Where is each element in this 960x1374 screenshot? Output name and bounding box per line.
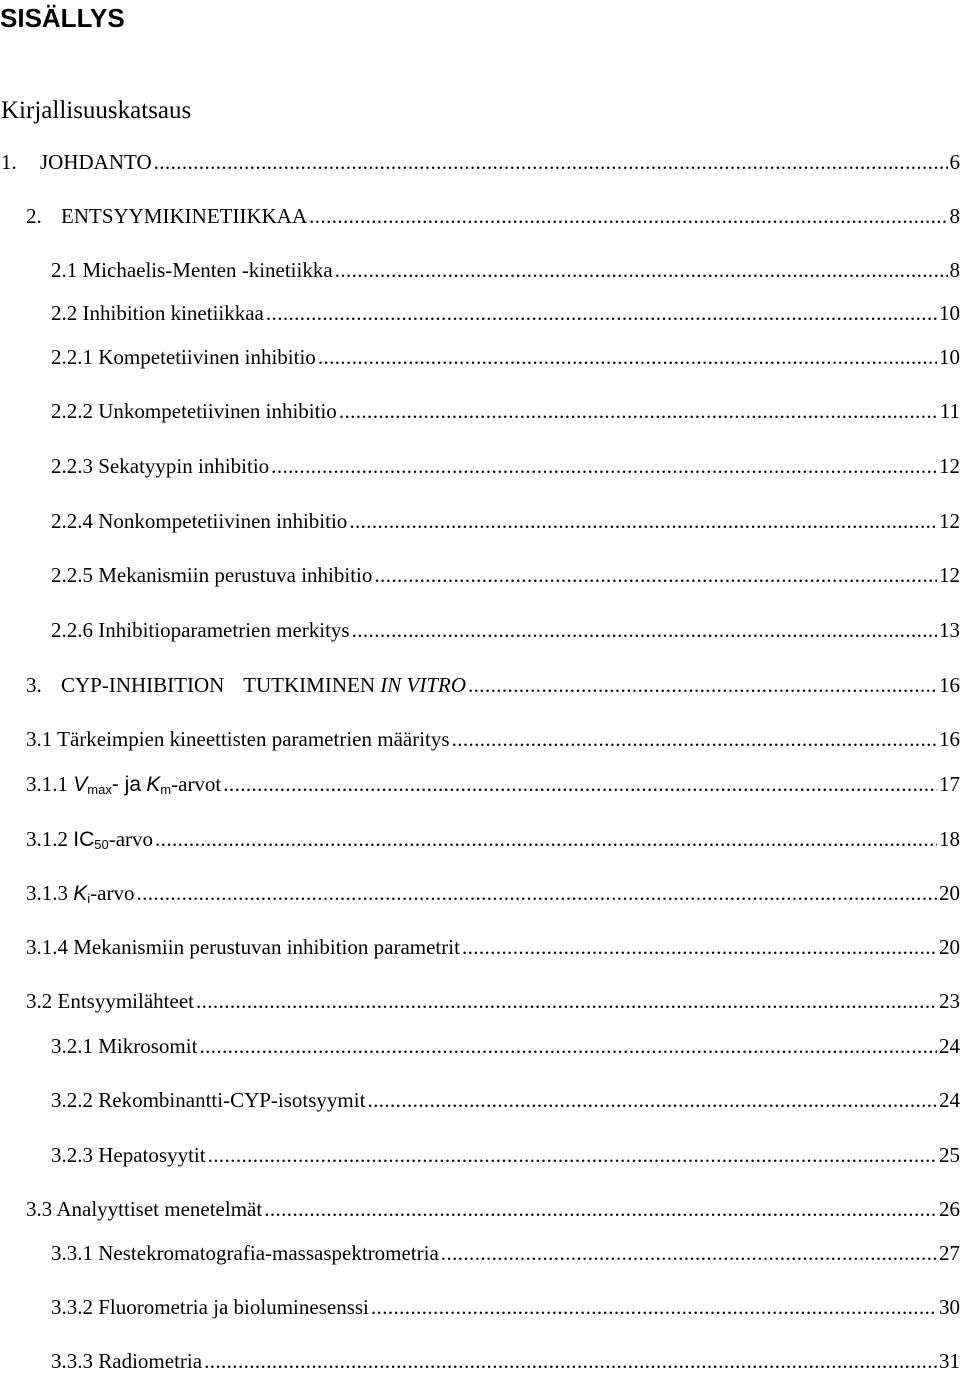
toc-entry-page: 31	[939, 1348, 960, 1374]
toc-leader-dots	[266, 300, 937, 326]
toc-entry-label: 3.2 Entsyymilähteet	[26, 988, 194, 1014]
toc-entry[interactable]	[26, 1196, 960, 1222]
toc-entry[interactable]	[51, 1142, 960, 1168]
toc-entry[interactable]	[51, 1348, 960, 1374]
toc-leader-dots	[374, 562, 937, 588]
toc-entry-suffix: -arvo	[109, 827, 153, 851]
toc-entry-label-text: 3. CYP-INHIBITION TUTKIMINEN	[26, 673, 375, 697]
toc-leader-dots	[136, 880, 937, 906]
toc-entry-label: 1. JOHDANTO	[1, 149, 152, 175]
toc-entry-page: 12	[939, 508, 960, 534]
toc-leader-dots	[196, 988, 937, 1014]
toc-entry-page: 18	[939, 826, 960, 852]
toc-entry-label: 2.2.2 Unkompetetiivinen inhibitio	[51, 398, 337, 424]
toc-leader-dots	[462, 934, 937, 960]
toc-entry-label: 2. ENTSYYMIKINETIIKKAA	[26, 203, 307, 229]
toc-leader-dots	[223, 771, 937, 797]
toc-entry-label: 3.3 Analyyttiset menetelmät	[26, 1196, 262, 1222]
toc-entry-page: 16	[939, 672, 960, 698]
toc-entry[interactable]	[1, 149, 960, 175]
toc-leader-dots	[271, 453, 937, 479]
km-symbol: K	[146, 773, 160, 796]
toc-entry-label: 3.3.3 Radiometria	[51, 1348, 202, 1374]
ic-symbol: IC	[73, 828, 94, 851]
toc-leader-dots	[318, 344, 937, 370]
toc-leader-dots	[154, 149, 948, 175]
section-heading: Kirjallisuuskatsaus	[1, 96, 191, 126]
toc-entry-page: 24	[939, 1087, 960, 1113]
toc-leader-dots	[339, 398, 938, 424]
toc-leader-dots	[452, 726, 937, 752]
ki-symbol: K	[73, 882, 87, 905]
ic-subscript: 50	[94, 837, 108, 852]
toc-entry-label: 3.2.2 Rekombinantti-CYP-isotsyymit	[51, 1087, 365, 1113]
toc-entry-suffix: -arvot	[171, 772, 221, 796]
toc-entry-label: 3.2.3 Hepatosyytit	[51, 1142, 206, 1168]
toc-entry-page: 20	[939, 934, 960, 960]
toc-entry-label: 2.2.5 Mekanismiin perustuva inhibitio	[51, 562, 372, 588]
toc-entry-page: 23	[939, 988, 960, 1014]
toc-entry[interactable]	[51, 1240, 960, 1266]
toc-entry[interactable]	[51, 508, 960, 534]
toc-entry-page: 16	[939, 726, 960, 752]
toc-entry-label: 2.2 Inhibition kinetiikkaa	[51, 300, 264, 326]
toc-entry-suffix: -arvo	[90, 881, 134, 905]
toc-leader-dots	[371, 1294, 937, 1320]
toc-entry[interactable]	[51, 398, 960, 424]
toc-entry[interactable]	[51, 453, 960, 479]
toc-entry[interactable]	[51, 257, 960, 283]
toc-leader-dots	[204, 1348, 937, 1374]
toc-entry-page: 8	[950, 203, 960, 229]
vmax-subscript: max	[87, 782, 112, 797]
toc-leader-dots	[468, 672, 937, 698]
toc-entry[interactable]	[26, 988, 960, 1014]
toc-entry[interactable]	[26, 203, 960, 229]
toc-leader-dots	[155, 826, 937, 852]
toc-entry[interactable]	[26, 771, 960, 803]
toc-entry[interactable]	[26, 672, 960, 698]
toc-entry[interactable]	[51, 344, 960, 370]
toc-entry-label: 3.1.4 Mekanismiin perustuvan inhibition parametrit	[26, 934, 460, 960]
toc-leader-dots	[335, 257, 948, 283]
toc-entry-label: 3.3.2 Fluorometria ja bioluminesenssi	[51, 1294, 369, 1320]
toc-entry-page: 25	[939, 1142, 960, 1168]
toc-entry-page: 13	[939, 617, 960, 643]
vmax-symbol: V	[73, 773, 87, 796]
toc-leader-dots	[441, 1240, 937, 1266]
toc-entry[interactable]	[51, 617, 960, 643]
toc-entry-label: 2.2.1 Kompetetiivinen inhibitio	[51, 344, 316, 370]
toc-entry[interactable]	[51, 1294, 960, 1320]
toc-entry-page: 24	[939, 1033, 960, 1059]
toc-leader-dots	[264, 1196, 937, 1222]
toc-entry-page: 26	[939, 1196, 960, 1222]
toc-entry-label: 2.2.6 Inhibitioparametrien merkitys	[51, 617, 350, 643]
toc-entry[interactable]	[26, 880, 960, 912]
toc-leader-dots	[349, 508, 937, 534]
toc-entry-page: 6	[950, 149, 960, 175]
toc-entry-label: 3.1 Tärkeimpien kineettisten parametrien määritys	[26, 726, 450, 752]
toc-entry[interactable]	[51, 1033, 960, 1059]
toc-entry-page: 12	[939, 453, 960, 479]
toc-entry[interactable]	[26, 826, 960, 858]
toc-entry[interactable]	[26, 934, 960, 960]
toc-entry-page: 10	[939, 300, 960, 326]
toc-entry-page: 27	[939, 1240, 960, 1266]
ki-subscript: i	[87, 891, 90, 906]
toc-entry-label	[26, 672, 466, 698]
toc-entry-label	[26, 826, 153, 858]
toc-entry[interactable]	[51, 562, 960, 588]
toc-entry-label: 2.2.4 Nonkompetetiivinen inhibitio	[51, 508, 347, 534]
toc-leader-dots	[352, 617, 937, 643]
toc-entry-page: 17	[939, 771, 960, 797]
km-subscript: m	[160, 782, 171, 797]
toc-entry-number: 3.1.3	[26, 881, 68, 905]
toc-entry-page: 10	[939, 344, 960, 370]
toc-entry-page: 20	[939, 880, 960, 906]
toc-entry-page: 30	[939, 1294, 960, 1320]
toc-entry-label-italic: IN VITRO	[380, 673, 466, 697]
page-title: SISÄLLYS	[0, 2, 125, 34]
toc-leader-dots	[199, 1033, 937, 1059]
toc-entry-label: 3.3.1 Nestekromatografia-massaspektrometria	[51, 1240, 439, 1266]
toc-leader-dots	[208, 1142, 937, 1168]
toc-entry-page: 8	[950, 257, 960, 283]
toc-entry[interactable]	[51, 300, 960, 326]
toc-entry[interactable]	[51, 1087, 960, 1113]
toc-entry-connector: - ja	[112, 773, 141, 796]
toc-entry-page: 11	[940, 398, 960, 424]
toc-entry-label: 3.2.1 Mikrosomit	[51, 1033, 197, 1059]
toc-entry-label	[26, 771, 221, 803]
toc-entry-page: 12	[939, 562, 960, 588]
toc-entry-label	[26, 880, 134, 912]
toc-entry-number: 3.1.2	[26, 827, 68, 851]
toc-entry-label: 2.1 Michaelis-Menten -kinetiikka	[51, 257, 333, 283]
toc-leader-dots	[367, 1087, 937, 1113]
toc-leader-dots	[309, 203, 947, 229]
toc-entry-number: 3.1.1	[26, 772, 68, 796]
toc-entry-label: 2.2.3 Sekatyypin inhibitio	[51, 453, 269, 479]
toc-entry[interactable]	[26, 726, 960, 752]
